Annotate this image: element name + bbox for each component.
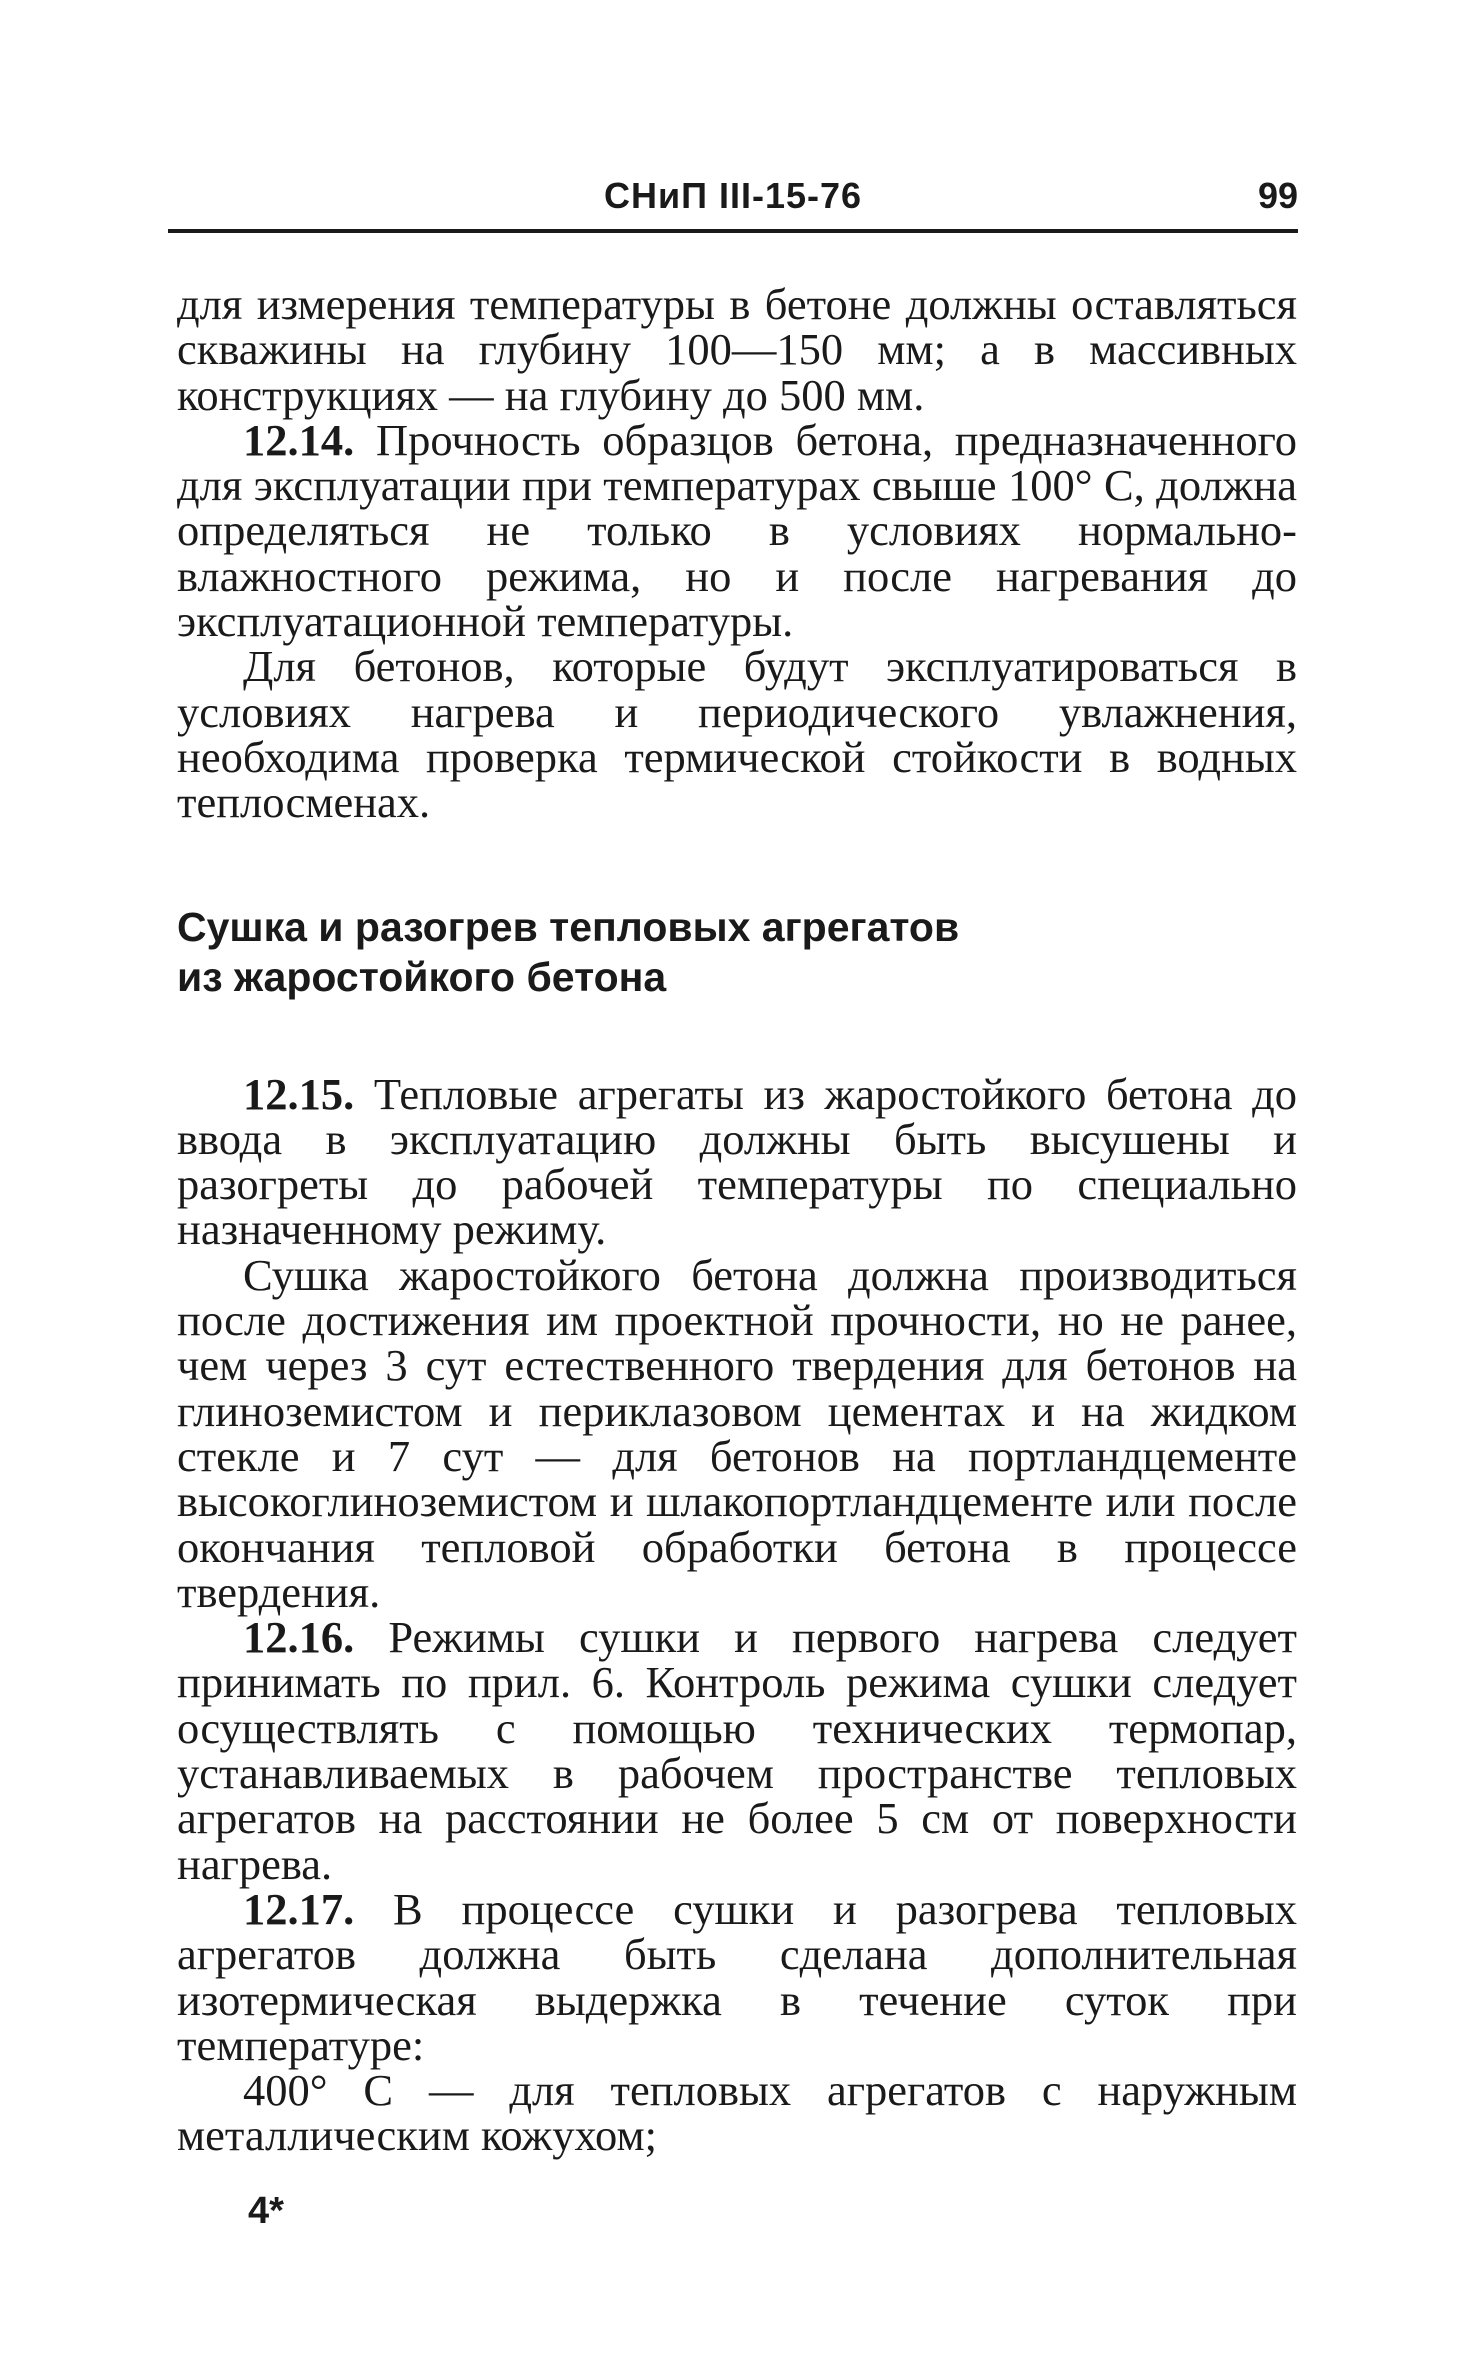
paragraph: [177, 641, 1297, 828]
header-rule: [168, 229, 1298, 233]
paragraph-12-16: [177, 1612, 1298, 1889]
running-header: [168, 175, 1298, 235]
paragraph-12-14: [177, 414, 1297, 647]
paragraph-text: Режимы сушки и первого нагрева следует принимать по прил. 6. Контроль режима сушки следует осуществлять с помощью технических термопар, устанавливаемых в рабочем пространстве тепловых агрегатов на расстоянии не более 5 см от поверхности нагрева.: [177, 1612, 1298, 1889]
paragraph-text: Прочность образцов бетона, предназначенного для эксплуатации при температурах свыше 100° С, должна определяться не только в условиях нормально-влажностного режима, но и после нагревания до эксплуатационной температуры.: [177, 414, 1297, 647]
paragraph-number: 12.15.: [243, 1068, 355, 1119]
paragraph-number: 12.14.: [243, 414, 355, 465]
paragraph-12-17: [177, 1883, 1298, 2070]
paragraph-text: В процессе сушки и разогрева тепловых агрегатов должна быть сделана дополнительная изотермическая выдержка в течение суток при температуре:: [177, 1883, 1298, 2070]
paragraph: [177, 279, 1297, 420]
page-number: 99: [1257, 175, 1298, 216]
paragraph-number: 12.16.: [243, 1612, 355, 1663]
paragraph-number: 12.17.: [243, 1883, 355, 1934]
body-text: [177, 279, 1298, 2161]
document-code: СНиП III-15-76: [603, 175, 863, 216]
section-heading: Сушка и разогрев тепловых агрегатов из жаростойкого бетона: [177, 903, 960, 1000]
paragraph-text: Тепловые агрегаты из жаростойкого бетона до ввода в эксплуатацию должны быть высушены и разогреты до рабочей температуры по специально назначенному режиму.: [177, 1068, 1297, 1255]
paragraph-12-15: [177, 1068, 1297, 1255]
paragraph: [177, 1249, 1297, 1617]
paragraph: [177, 2065, 1297, 2161]
paragraph-text: Сушка жаростойкого бетона должна производиться после достижения им проектной прочности, но не ранее, чем через 3 сут естественного твердения для бетонов на глиноземистом и периклазовом цементах и на жидком стекле и 7 сут — для бетонов на портландцементе высокоглиноземистом и шлакопортландцементе или после окончания тепловой обработки бетона в процессе твердения.: [177, 1249, 1297, 1617]
paragraph-text: Для бетонов, которые будут эксплуатироваться в условиях нагрева и периодического увлажнения, необходима проверка термической стойкости в водных теплосменах.: [177, 641, 1297, 828]
printer-signature: 4*: [248, 2190, 284, 2232]
paragraph-text: 400° С — для тепловых агрегатов с наружным металлическим кожухом;: [177, 2065, 1297, 2161]
paragraph-text: для измерения температуры в бетоне должны оставляться скважины на глубину 100—150 мм; а в массивных конструкциях — на глубину до 500 мм.: [177, 279, 1297, 420]
